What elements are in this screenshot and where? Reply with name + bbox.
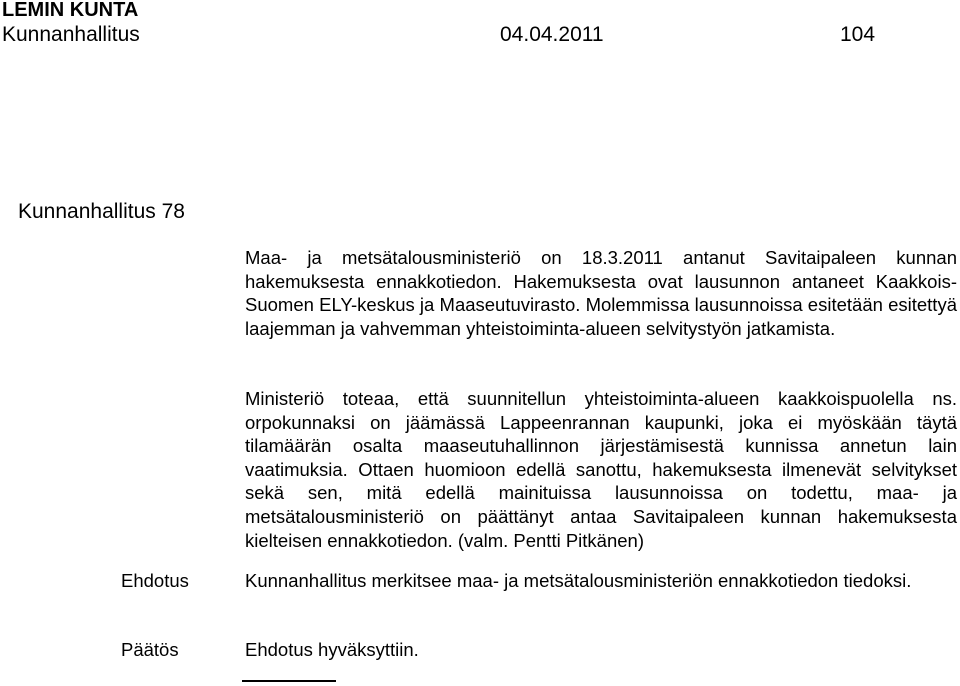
organization-name: LEMIN KUNTA — [2, 0, 139, 21]
signature-rule — [242, 680, 336, 682]
section-reference: Kunnanhallitus 78 — [18, 200, 185, 223]
proposal-label: Ehdotus — [121, 570, 189, 591]
page-number: 104 — [840, 23, 876, 46]
proposal-text: Kunnanhallitus merkitsee maa- ja metsätalousministeriön ennakkotiedon tiedoksi. — [245, 570, 912, 591]
header-body-name: Kunnanhallitus — [2, 23, 140, 46]
header-date: 04.04.2011 — [500, 23, 604, 46]
document-header — [2, 21, 882, 49]
decision-label: Päätös — [121, 639, 179, 660]
paragraph-background: Maa- ja metsätalousministeriö on 18.3.2011 antanut Savitaipaleen kunnan hakemuksesta ennakkotiedon. Hakemuksesta ovat lausunnon antaneet Kaakkois-Suomen ELY-keskus ja Maaseutuvirasto. Molemmissa lausunnoissa esitetään esitettyä laajemman ja vahvemman yhteistoiminta-alueen selvitystyön jatkamista. — [245, 247, 957, 339]
paragraph-ministry-statement: Ministeriö toteaa, että suunnitellun yhteistoiminta-alueen kaakkoispuolella ns. orpokunnaksi on jäämässä Lappeenrannan kaupunki, joka ei myöskään täytä tilamäärän osalta maaseutuhallinnon järjestämisestä kunnissa annetun lain vaatimuksia. Ottaen huomioon edellä sanottu, hakemuksesta ilmenevät selvitykset sekä sen, mitä edellä mainituissa lausunnoissa on todettu, maa- ja metsätalousministeriö on päättänyt antaa Savitaipaleen kunnan hakemuksesta kielteisen ennakkotiedon. (valm. Pentti Pitkänen) — [245, 388, 957, 551]
decision-text: Ehdotus hyväksyttiin. — [245, 639, 419, 660]
